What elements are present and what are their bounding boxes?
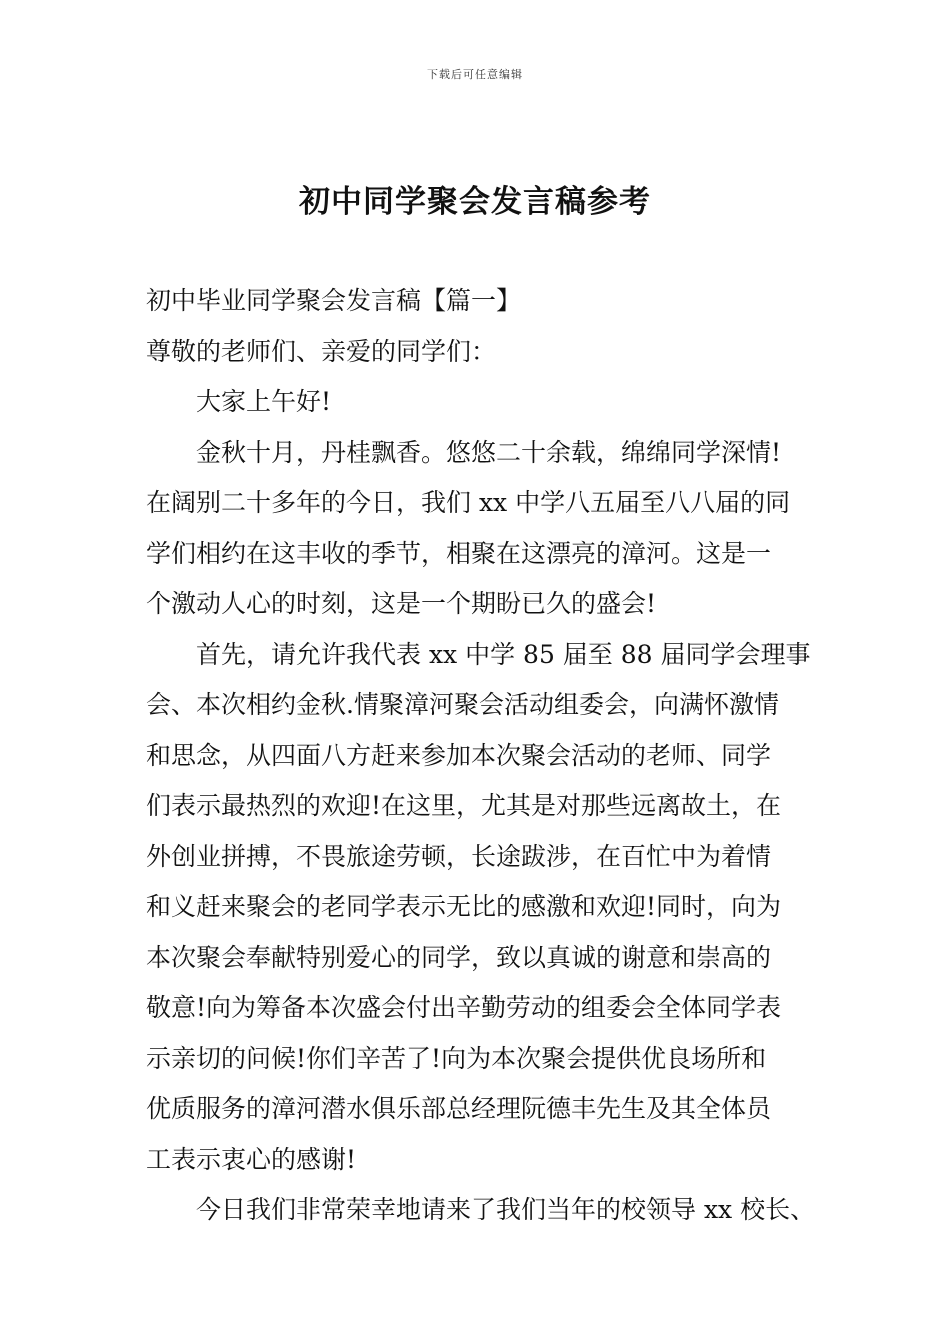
document-body	[146, 276, 826, 1236]
paragraph-line: 会、本次相约金秋.情聚漳河聚会活动组委会，向满怀激情	[146, 690, 779, 719]
paragraph-line: 和义赶来聚会的老同学表示无比的感激和欢迎!同时，向为	[146, 892, 782, 921]
greeting-line: 大家上午好!	[196, 387, 332, 416]
section-heading: 初中毕业同学聚会发言稿【篇一】	[146, 286, 522, 315]
paragraph-line: 金秋十月，丹桂飘香。悠悠二十余载，绵绵同学深情!	[196, 437, 782, 467]
paragraph-line: 们表示最热烈的欢迎!在这里，尤其是对那些远离故土，在	[146, 791, 782, 820]
paragraph-line: 优质服务的漳河潜水俱乐部总经理阮德丰先生及其全体员	[146, 1094, 772, 1123]
paragraph-line: 个激动人心的时刻，这是一个期盼已久的盛会!	[146, 589, 657, 618]
paragraph-line: 工表示衷心的感谢!	[146, 1144, 357, 1174]
paragraph-line: 敬意!向为筹备本次盛会付出辛勤劳动的组委会全体同学表	[146, 993, 782, 1022]
paragraph-line: 学们相约在这丰收的季节，相聚在这漂亮的漳河。这是一	[146, 538, 772, 568]
paragraph-line: 在阔别二十多年的今日，我们 xx 中学八五届至八八届的同	[146, 488, 791, 517]
salutation: 尊敬的老师们、亲爱的同学们：	[146, 336, 497, 366]
paragraph-line: 和思念，从四面八方赶来参加本次聚会活动的老师、同学	[146, 740, 772, 770]
document-title: 初中同学聚会发言稿参考	[299, 184, 651, 220]
header-note: 下载后可任意编辑	[427, 68, 523, 81]
paragraph-line: 示亲切的问候!你们辛苦了!向为本次聚会提供优良场所和	[146, 1043, 767, 1073]
paragraph-line: 外创业拼搏，不畏旅途劳顿，长途跋涉，在百忙中为着情	[146, 841, 772, 871]
paragraph-line: 今日我们非常荣幸地请来了我们当年的校领导 xx 校长、	[196, 1195, 816, 1224]
paragraph-line: 本次聚会奉献特别爱心的同学，致以真诚的谢意和崇高的	[146, 942, 772, 972]
paragraph-line: 首先，请允许我代表 xx 中学 85 届至 88 届同学会理事	[196, 639, 811, 669]
